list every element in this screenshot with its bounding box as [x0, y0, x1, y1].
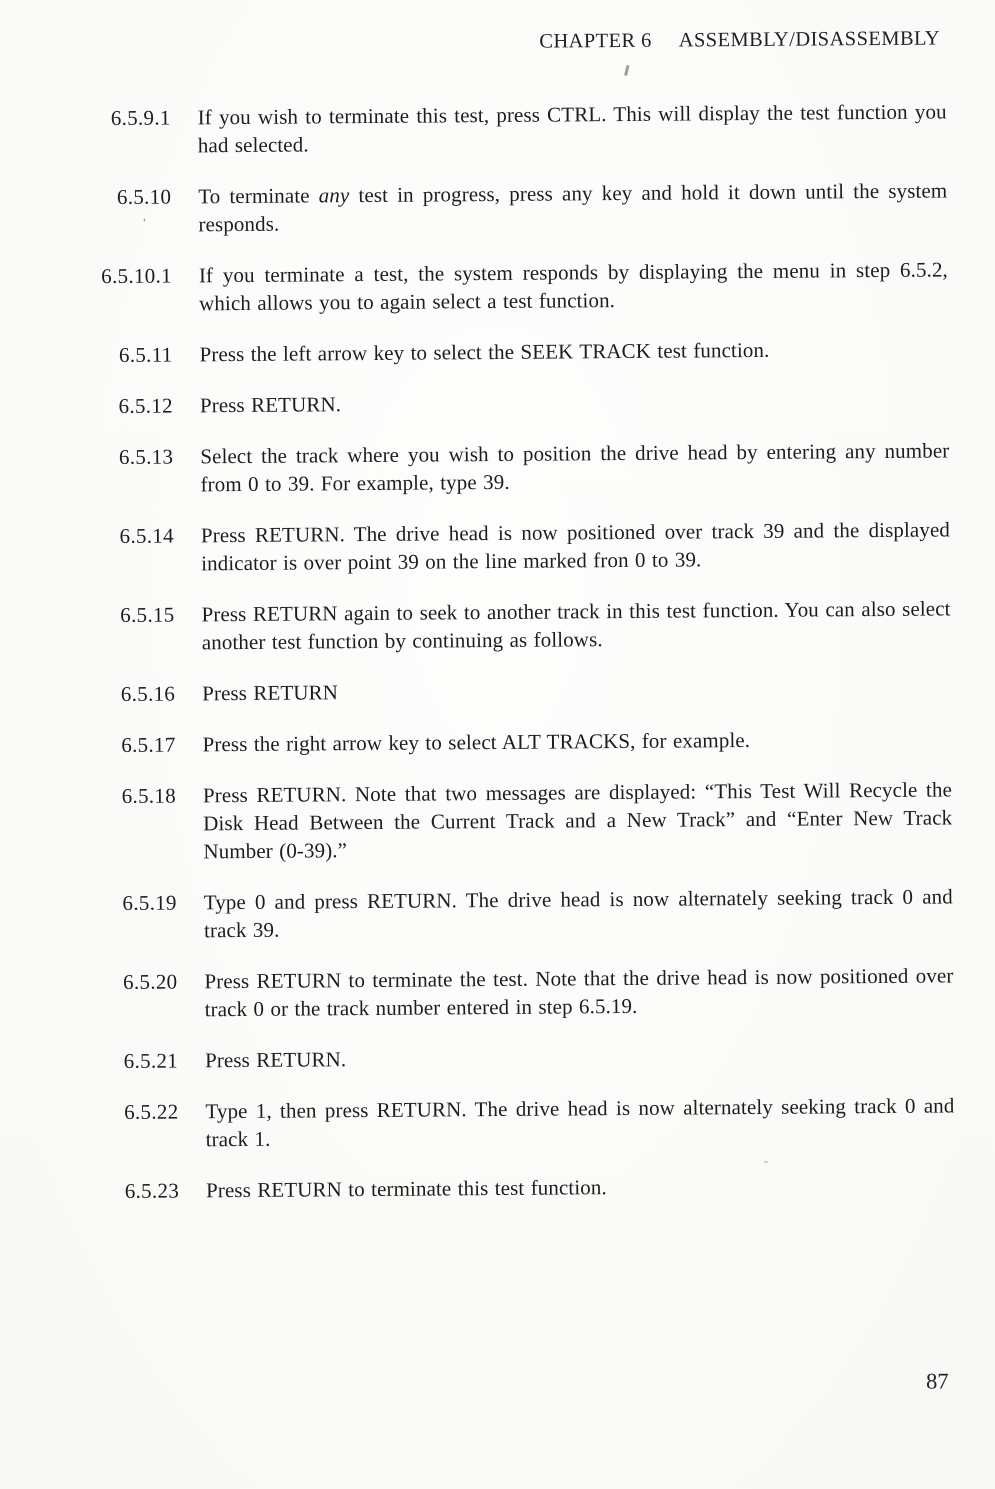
step-number: 6.5.9.1: [110, 105, 171, 131]
step-text: [199, 255, 948, 317]
step-row: [3, 1040, 995, 1076]
step-row: [0, 673, 995, 709]
step-row: [1, 775, 995, 867]
step-row: [0, 594, 995, 658]
step-number: 6.5.18: [121, 783, 177, 808]
step-text-segment: Press the right arrow key to select ALT TRACKS, for example.: [202, 728, 751, 757]
step-row: [3, 1091, 995, 1155]
step-row: [0, 97, 991, 161]
step-text: [203, 775, 953, 865]
step-row: [4, 1170, 995, 1206]
step-number: 6.5.21: [123, 1048, 179, 1073]
header-chapter: CHAPTER 6: [539, 29, 652, 53]
step-row: [0, 724, 995, 760]
step-text-segment: Press RETURN: [202, 680, 339, 706]
step-number: 6.5.15: [120, 602, 175, 627]
step-text: [205, 1091, 954, 1153]
step-row: [0, 255, 992, 319]
step-number: 6.5.22: [124, 1099, 179, 1124]
step-row: [0, 385, 993, 421]
running-header: [539, 28, 940, 54]
step-row: [0, 515, 994, 579]
steps-list: [0, 97, 995, 1229]
step-text-segment: Press RETURN to terminate the test. Note that the drive head is now positioned over track 0 or the track number entered in step 6.5.19.: [204, 963, 954, 1022]
step-text: [198, 176, 947, 238]
step-number: 6.5.10.1: [101, 263, 172, 289]
step-row: [0, 176, 992, 240]
step-text-segment: Press RETURN again to seek to another track in this test function. You can also select another test function by continuing as follows.: [201, 596, 951, 655]
step-text: [204, 882, 953, 944]
step-text-segment: Press RETURN to terminate this test function.: [205, 1175, 607, 1203]
step-text-segment: Select the track where you wish to position the drive head by entering any number from 0 to 39. For example, type 39.: [200, 438, 950, 497]
step-text: [205, 1040, 954, 1074]
step-text-segment: To terminate: [198, 183, 319, 209]
step-text: [199, 334, 948, 368]
step-text: [202, 724, 951, 758]
step-number: 6.5.12: [118, 393, 174, 418]
step-number: 6.5.19: [122, 890, 177, 915]
step-number: 6.5.10: [116, 184, 172, 209]
scan-artifact: [624, 65, 629, 76]
step-text: [198, 97, 947, 159]
step-text-segment: Type 0 and press RETURN. The drive head is now alternately seeking track 0 and track 39.: [203, 884, 953, 943]
step-text-segment: Press RETURN.: [199, 392, 342, 418]
step-text-segment: Press the left arrow key to select the SEEK TRACK test function.: [199, 337, 770, 367]
step-text-segment: Press RETURN. The drive head is now positioned over track 39 and the displayed indicator is over point 39 on the line marked fron 0 to 39.: [200, 517, 951, 576]
header-title: ASSEMBLY/DISASSEMBLY: [678, 27, 941, 52]
step-row: [2, 961, 995, 1025]
step-number: 6.5.13: [118, 444, 174, 469]
step-text-segment: If you wish to terminate this test, press CTRL. This will display the test function you had selected.: [197, 99, 947, 158]
step-text-segment: If you terminate a test, the system responds by displaying the menu in step 6.5.2, which allows you to again select a test function.: [198, 257, 948, 316]
step-text: [204, 961, 953, 1023]
step-text-segment: Press RETURN.: [204, 1047, 347, 1073]
step-text: [200, 436, 949, 498]
step-row: [0, 436, 994, 500]
step-text-segment: test in progress, press any key and hold it down until the system responds.: [198, 178, 948, 237]
step-text-segment: Press RETURN. Note that two messages are displayed: “This Test Will Recycle the Disk Head Between the Current Track and a New Track” and “Enter New Track Number (0-39).”: [202, 777, 953, 864]
step-text: [201, 515, 950, 577]
step-row: [2, 882, 995, 946]
step-text-italic-segment: any: [318, 183, 350, 208]
step-number: 6.5.14: [119, 523, 175, 548]
step-text-segment: Type 1, then press RETURN. The drive head is now alternately seeking track 0 and track 1.: [205, 1093, 955, 1152]
step-number: 6.5.11: [118, 342, 173, 367]
step-number: 6.5.20: [123, 969, 178, 994]
page-number: 87: [926, 1368, 949, 1394]
step-number: 6.5.17: [121, 732, 176, 757]
step-number: 6.5.23: [124, 1178, 180, 1203]
step-text: [202, 673, 951, 707]
step-text: [201, 594, 950, 656]
step-number: 6.5.16: [120, 681, 176, 706]
step-row: [0, 334, 993, 370]
step-text: [200, 385, 949, 419]
step-text: [206, 1170, 955, 1204]
